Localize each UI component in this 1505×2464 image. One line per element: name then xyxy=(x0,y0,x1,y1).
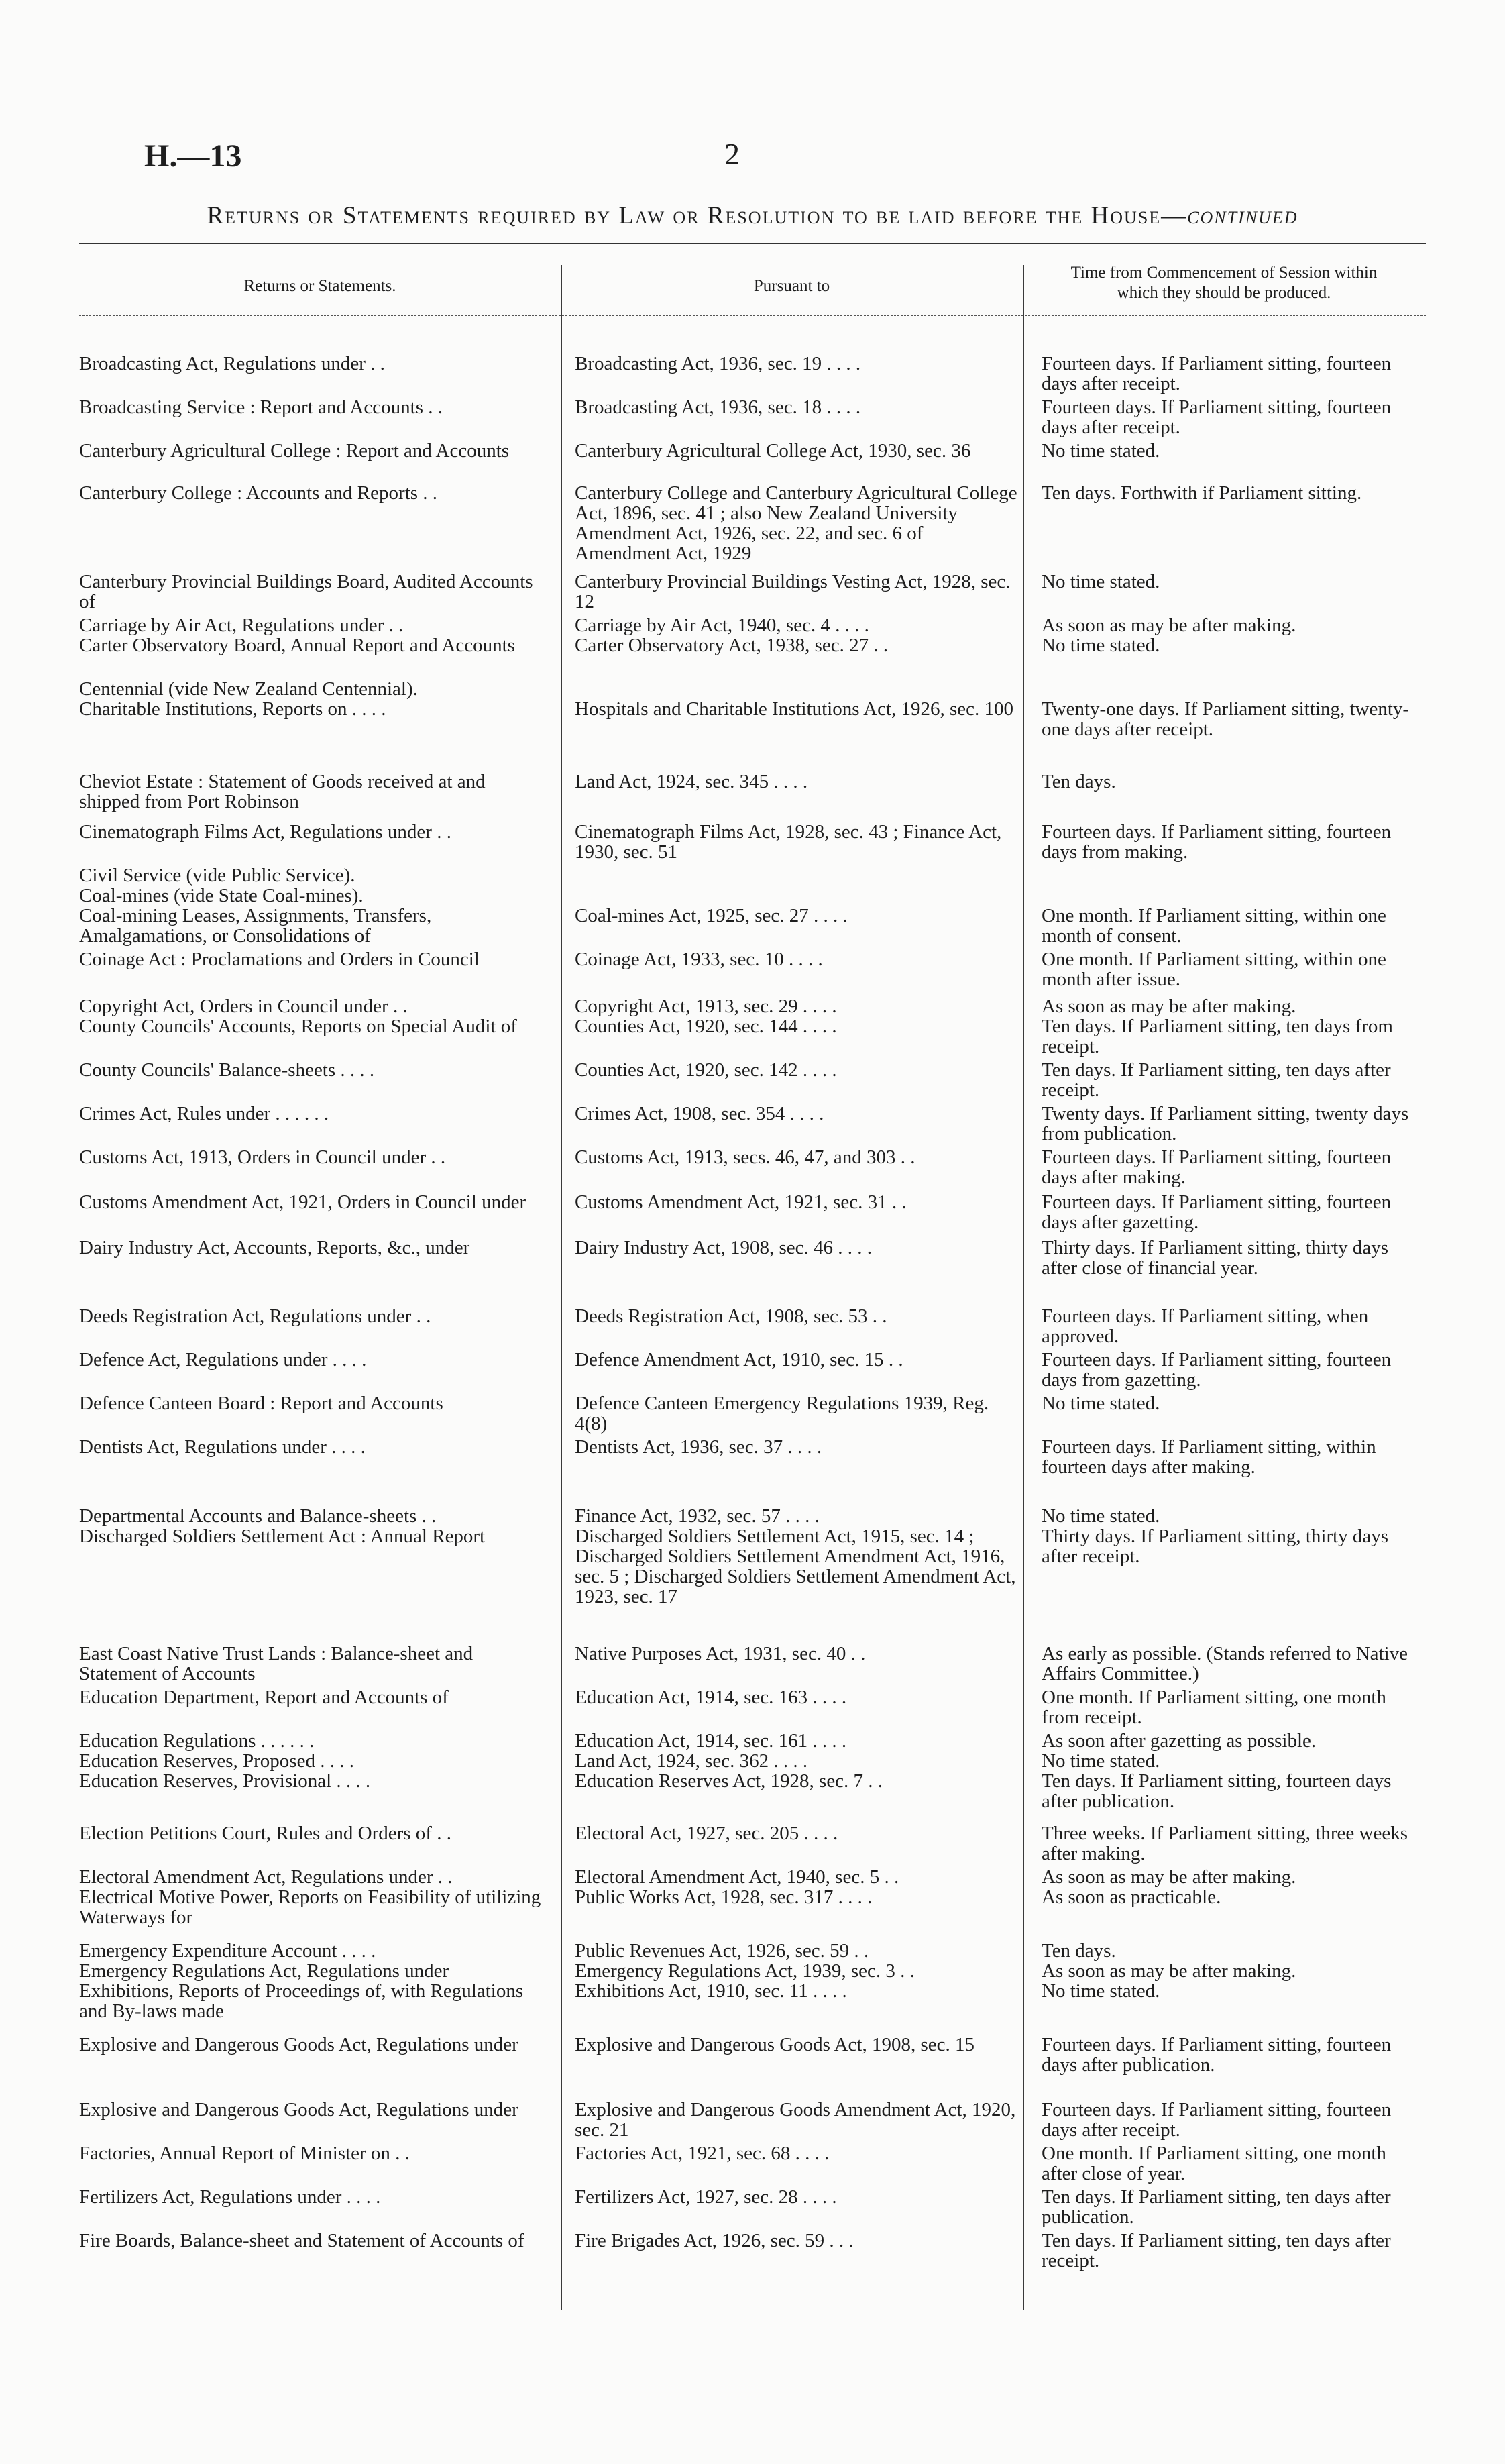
time-cell: Twenty days. If Parliament sitting, twenty days from publication. xyxy=(1042,1103,1409,1144)
time-cell: Fourteen days. If Parliament sitting, fourteen days after publication. xyxy=(1042,2034,1392,2076)
return-cell: Defence Canteen Board : Report and Accounts xyxy=(79,1393,443,1414)
return-cell: Education Department, Report and Accounts of xyxy=(79,1686,449,1708)
pursuant-cell: Canterbury Provincial Buildings Vesting Act, 1928, sec. 12 xyxy=(575,571,1011,612)
return-cell: Electoral Amendment Act, Regulations under . . xyxy=(79,1866,453,1888)
pursuant-cell: Hospitals and Charitable Institutions Act, 1926, sec. 100 xyxy=(575,698,1014,720)
pursuant-cell: Fertilizers Act, 1927, sec. 28 . . . . xyxy=(575,2186,837,2208)
time-cell: No time stated. xyxy=(1042,1505,1160,1527)
return-cell: Broadcasting Service : Report and Accounts . . xyxy=(79,396,443,418)
pursuant-cell: Canterbury Agricultural College Act, 1930, sec. 36 xyxy=(575,440,971,462)
return-cell: Electrical Motive Power, Reports on Feasibility of utilizing Waterways for xyxy=(79,1886,541,1928)
pursuant-cell: Public Revenues Act, 1926, sec. 59 . . xyxy=(575,1940,869,1962)
return-cell: Departmental Accounts and Balance-sheets . . xyxy=(79,1505,437,1527)
pursuant-cell: Finance Act, 1932, sec. 57 . . . . xyxy=(575,1505,820,1527)
time-cell: No time stated. xyxy=(1042,440,1160,462)
time-cell: No time stated. xyxy=(1042,1750,1160,1772)
time-cell: No time stated. xyxy=(1042,1980,1160,2002)
pursuant-cell: Electoral Amendment Act, 1940, sec. 5 . . xyxy=(575,1866,899,1888)
time-cell: As soon as may be after making. xyxy=(1042,614,1296,636)
time-cell: No time stated. xyxy=(1042,635,1160,656)
pursuant-cell: Canterbury College and Canterbury Agricultural College Act, 1896, sec. 41 ; also New Zealand University Amendment Act, 1926, sec. 22, and sec. 6 of Amendment Act, 1929 xyxy=(575,482,1017,564)
title-continued: continued xyxy=(1187,202,1298,229)
return-cell: Discharged Soldiers Settlement Act : Annual Report xyxy=(79,1525,486,1547)
pursuant-cell: Defence Canteen Emergency Regulations 1939, Reg. 4(8) xyxy=(575,1393,989,1434)
time-cell: Ten days. If Parliament sitting, ten days after publication. xyxy=(1042,2186,1391,2228)
time-cell: Thirty days. If Parliament sitting, thirty days after receipt. xyxy=(1042,1525,1389,1567)
return-cell: Canterbury College : Accounts and Reports . . xyxy=(79,482,437,504)
pursuant-cell: Emergency Regulations Act, 1939, sec. 3 . . xyxy=(575,1960,915,1982)
return-cell: Fertilizers Act, Regulations under . . . . xyxy=(79,2186,381,2208)
time-cell: Ten days. xyxy=(1042,1940,1116,1962)
pursuant-cell: Customs Act, 1913, secs. 46, 47, and 303 . . xyxy=(575,1146,915,1168)
return-cell: Charitable Institutions, Reports on . . . . xyxy=(79,698,386,720)
pursuant-cell: Broadcasting Act, 1936, sec. 19 . . . . xyxy=(575,353,861,374)
return-cell: Deeds Registration Act, Regulations under . . xyxy=(79,1305,431,1327)
pursuant-cell: Discharged Soldiers Settlement Act, 1915, sec. 14 ; Discharged Soldiers Settlement Amendment Act, 1916, sec. 5 ; Discharged Soldiers Settlement Amendment Act, 1923, sec. 17 xyxy=(575,1525,1016,1607)
return-cell: Canterbury Provincial Buildings Board, Audited Accounts of xyxy=(79,571,533,612)
return-cell: Education Reserves, Provisional . . . . xyxy=(79,1770,371,1792)
return-cell: Defence Act, Regulations under . . . . xyxy=(79,1349,367,1371)
time-cell: Fourteen days. If Parliament sitting, fourteen days after receipt. xyxy=(1042,396,1392,438)
time-cell: One month. If Parliament sitting, one month after close of year. xyxy=(1042,2143,1386,2184)
return-cell: Copyright Act, Orders in Council under . . xyxy=(79,996,408,1017)
pursuant-cell: Fire Brigades Act, 1926, sec. 59 . . . xyxy=(575,2230,854,2251)
pursuant-cell: Explosive and Dangerous Goods Act, 1908, sec. 15 xyxy=(575,2034,975,2055)
return-cell: Cheviot Estate : Statement of Goods received at and shipped from Port Robinson xyxy=(79,771,486,812)
column-header-rule xyxy=(79,315,1426,316)
return-cell: Coal-mines (vide State Coal-mines). xyxy=(79,885,364,906)
time-cell: Fourteen days. If Parliament sitting, fourteen days from making. xyxy=(1042,821,1392,863)
return-cell: Cinematograph Films Act, Regulations under . . xyxy=(79,821,451,843)
pursuant-cell: Coinage Act, 1933, sec. 10 . . . . xyxy=(575,949,823,970)
time-cell: No time stated. xyxy=(1042,571,1160,592)
return-cell: Exhibitions, Reports of Proceedings of, with Regulations and By-laws made xyxy=(79,1980,524,2022)
time-cell: Ten days. If Parliament sitting, ten days after receipt. xyxy=(1042,1059,1391,1101)
column-divider-2 xyxy=(1023,265,1024,2310)
time-cell: Twenty-one days. If Parliament sitting, twenty-one days after receipt. xyxy=(1042,698,1410,740)
return-cell: East Coast Native Trust Lands : Balance-sheet and Statement of Accounts xyxy=(79,1643,473,1684)
time-cell: As early as possible. (Stands referred to Native Affairs Committee.) xyxy=(1042,1643,1408,1684)
time-cell: As soon as practicable. xyxy=(1042,1886,1221,1908)
time-cell: Ten days. xyxy=(1042,771,1116,792)
return-cell: Fire Boards, Balance-sheet and Statement of Accounts of xyxy=(79,2230,524,2251)
time-cell: Fourteen days. If Parliament sitting, fourteen days after gazetting. xyxy=(1042,1191,1392,1233)
pursuant-cell: Explosive and Dangerous Goods Amendment Act, 1920, sec. 21 xyxy=(575,2099,1016,2141)
title-main: Returns or Statements required by Law or Resolution to be laid before the House— xyxy=(207,202,1188,229)
pursuant-cell: Customs Amendment Act, 1921, sec. 31 . . xyxy=(575,1191,907,1213)
pursuant-cell: Copyright Act, 1913, sec. 29 . . . . xyxy=(575,996,837,1017)
pursuant-cell: Defence Amendment Act, 1910, sec. 15 . . xyxy=(575,1349,903,1371)
time-cell: As soon after gazetting as possible. xyxy=(1042,1730,1317,1752)
time-cell: Ten days. If Parliament sitting, fourteen days after publication. xyxy=(1042,1770,1392,1812)
return-cell: County Councils' Balance-sheets . . . . xyxy=(79,1059,375,1081)
time-cell: As soon as may be after making. xyxy=(1042,1866,1296,1888)
header-rule xyxy=(79,243,1426,244)
return-cell: Emergency Regulations Act, Regulations under xyxy=(79,1960,449,1982)
return-cell: Emergency Expenditure Account . . . . xyxy=(79,1940,376,1962)
return-cell: Customs Act, 1913, Orders in Council under . . xyxy=(79,1146,446,1168)
return-cell: Education Regulations . . . . . . xyxy=(79,1730,315,1752)
column-header-pursuant: Pursuant to xyxy=(753,277,830,295)
time-cell: Fourteen days. If Parliament sitting, fourteen days from gazetting. xyxy=(1042,1349,1392,1391)
page-number: 2 xyxy=(724,137,740,171)
return-cell: Carriage by Air Act, Regulations under . . xyxy=(79,614,404,636)
column-header-time: Time from Commencement of Session within which they should be produced. xyxy=(1070,264,1378,302)
pursuant-cell: Exhibitions Act, 1910, sec. 11 . . . . xyxy=(575,1980,847,2002)
return-cell: Election Petitions Court, Rules and Orders of . . xyxy=(79,1823,451,1844)
pursuant-cell: Dairy Industry Act, 1908, sec. 46 . . . . xyxy=(575,1237,872,1258)
pursuant-cell: Education Act, 1914, sec. 163 . . . . xyxy=(575,1686,847,1708)
return-cell: Crimes Act, Rules under . . . . . . xyxy=(79,1103,329,1124)
time-cell: Fourteen days. If Parliament sitting, fourteen days after receipt. xyxy=(1042,2099,1392,2141)
time-cell: As soon as may be after making. xyxy=(1042,996,1296,1017)
time-cell: Fourteen days. If Parliament sitting, within fourteen days after making. xyxy=(1042,1436,1376,1478)
pursuant-cell: Counties Act, 1920, sec. 144 . . . . xyxy=(575,1016,837,1037)
time-cell: Fourteen days. If Parliament sitting, fourteen days after receipt. xyxy=(1042,353,1392,394)
return-cell: Explosive and Dangerous Goods Act, Regulations under xyxy=(79,2099,518,2121)
time-cell: Fourteen days. If Parliament sitting, when approved. xyxy=(1042,1305,1369,1347)
return-cell: Education Reserves, Proposed . . . . xyxy=(79,1750,354,1772)
return-cell: Customs Amendment Act, 1921, Orders in Council under xyxy=(79,1191,526,1213)
return-cell: Broadcasting Act, Regulations under . . xyxy=(79,353,385,374)
pursuant-cell: Native Purposes Act, 1931, sec. 40 . . xyxy=(575,1643,866,1664)
time-cell: Ten days. If Parliament sitting, ten days from receipt. xyxy=(1042,1016,1393,1057)
pursuant-cell: Land Act, 1924, sec. 362 . . . . xyxy=(575,1750,808,1772)
return-cell: Centennial (vide New Zealand Centennial). xyxy=(79,678,418,700)
time-cell: Ten days. Forthwith if Parliament sitting. xyxy=(1042,482,1362,504)
return-cell: Coinage Act : Proclamations and Orders in Council xyxy=(79,949,480,970)
pursuant-cell: Broadcasting Act, 1936, sec. 18 . . . . xyxy=(575,396,861,418)
pursuant-cell: Coal-mines Act, 1925, sec. 27 . . . . xyxy=(575,905,848,926)
pursuant-cell: Factories Act, 1921, sec. 68 . . . . xyxy=(575,2143,830,2164)
return-cell: Carter Observatory Board, Annual Report and Accounts xyxy=(79,635,515,656)
return-cell: Dairy Industry Act, Accounts, Reports, &c., under xyxy=(79,1237,470,1258)
pursuant-cell: Education Act, 1914, sec. 161 . . . . xyxy=(575,1730,847,1752)
time-cell: Three weeks. If Parliament sitting, three weeks after making. xyxy=(1042,1823,1408,1864)
pursuant-cell: Dentists Act, 1936, sec. 37 . . . . xyxy=(575,1436,822,1458)
page-reference: H.—13 xyxy=(144,138,242,174)
time-cell: One month. If Parliament sitting, one month from receipt. xyxy=(1042,1686,1386,1728)
time-cell: No time stated. xyxy=(1042,1393,1160,1414)
time-cell: Fourteen days. If Parliament sitting, fourteen days after making. xyxy=(1042,1146,1392,1188)
pursuant-cell: Public Works Act, 1928, sec. 317 . . . . xyxy=(575,1886,873,1908)
time-cell: Thirty days. If Parliament sitting, thirty days after close of financial year. xyxy=(1042,1237,1389,1279)
time-cell: One month. If Parliament sitting, within one month after issue. xyxy=(1042,949,1386,990)
pursuant-cell: Cinematograph Films Act, 1928, sec. 43 ; Finance Act, 1930, sec. 51 xyxy=(575,821,1002,863)
pursuant-cell: Carriage by Air Act, 1940, sec. 4 . . . . xyxy=(575,614,869,636)
pursuant-cell: Carter Observatory Act, 1938, sec. 27 . . xyxy=(575,635,889,656)
return-cell: Canterbury Agricultural College : Report and Accounts xyxy=(79,440,510,462)
return-cell: Civil Service (vide Public Service). xyxy=(79,865,355,886)
return-cell: County Councils' Accounts, Reports on Special Audit of xyxy=(79,1016,517,1037)
pursuant-cell: Counties Act, 1920, sec. 142 . . . . xyxy=(575,1059,837,1081)
return-cell: Factories, Annual Report of Minister on . . xyxy=(79,2143,410,2164)
pursuant-cell: Deeds Registration Act, 1908, sec. 53 . . xyxy=(575,1305,887,1327)
return-cell: Coal-mining Leases, Assignments, Transfers, Amalgamations, or Consolidations of xyxy=(79,905,432,947)
column-divider-1 xyxy=(561,265,562,2310)
time-cell: Ten days. If Parliament sitting, ten days after receipt. xyxy=(1042,2230,1391,2271)
return-cell: Explosive and Dangerous Goods Act, Regulations under xyxy=(79,2034,518,2055)
page-title xyxy=(60,201,1445,230)
pursuant-cell: Electoral Act, 1927, sec. 205 . . . . xyxy=(575,1823,838,1844)
pursuant-cell: Land Act, 1924, sec. 345 . . . . xyxy=(575,771,808,792)
pursuant-cell: Crimes Act, 1908, sec. 354 . . . . xyxy=(575,1103,824,1124)
pursuant-cell: Education Reserves Act, 1928, sec. 7 . . xyxy=(575,1770,883,1792)
time-cell: As soon as may be after making. xyxy=(1042,1960,1296,1982)
column-header-returns: Returns or Statements. xyxy=(243,277,396,295)
return-cell: Dentists Act, Regulations under . . . . xyxy=(79,1436,366,1458)
time-cell: One month. If Parliament sitting, within one month of consent. xyxy=(1042,905,1386,947)
